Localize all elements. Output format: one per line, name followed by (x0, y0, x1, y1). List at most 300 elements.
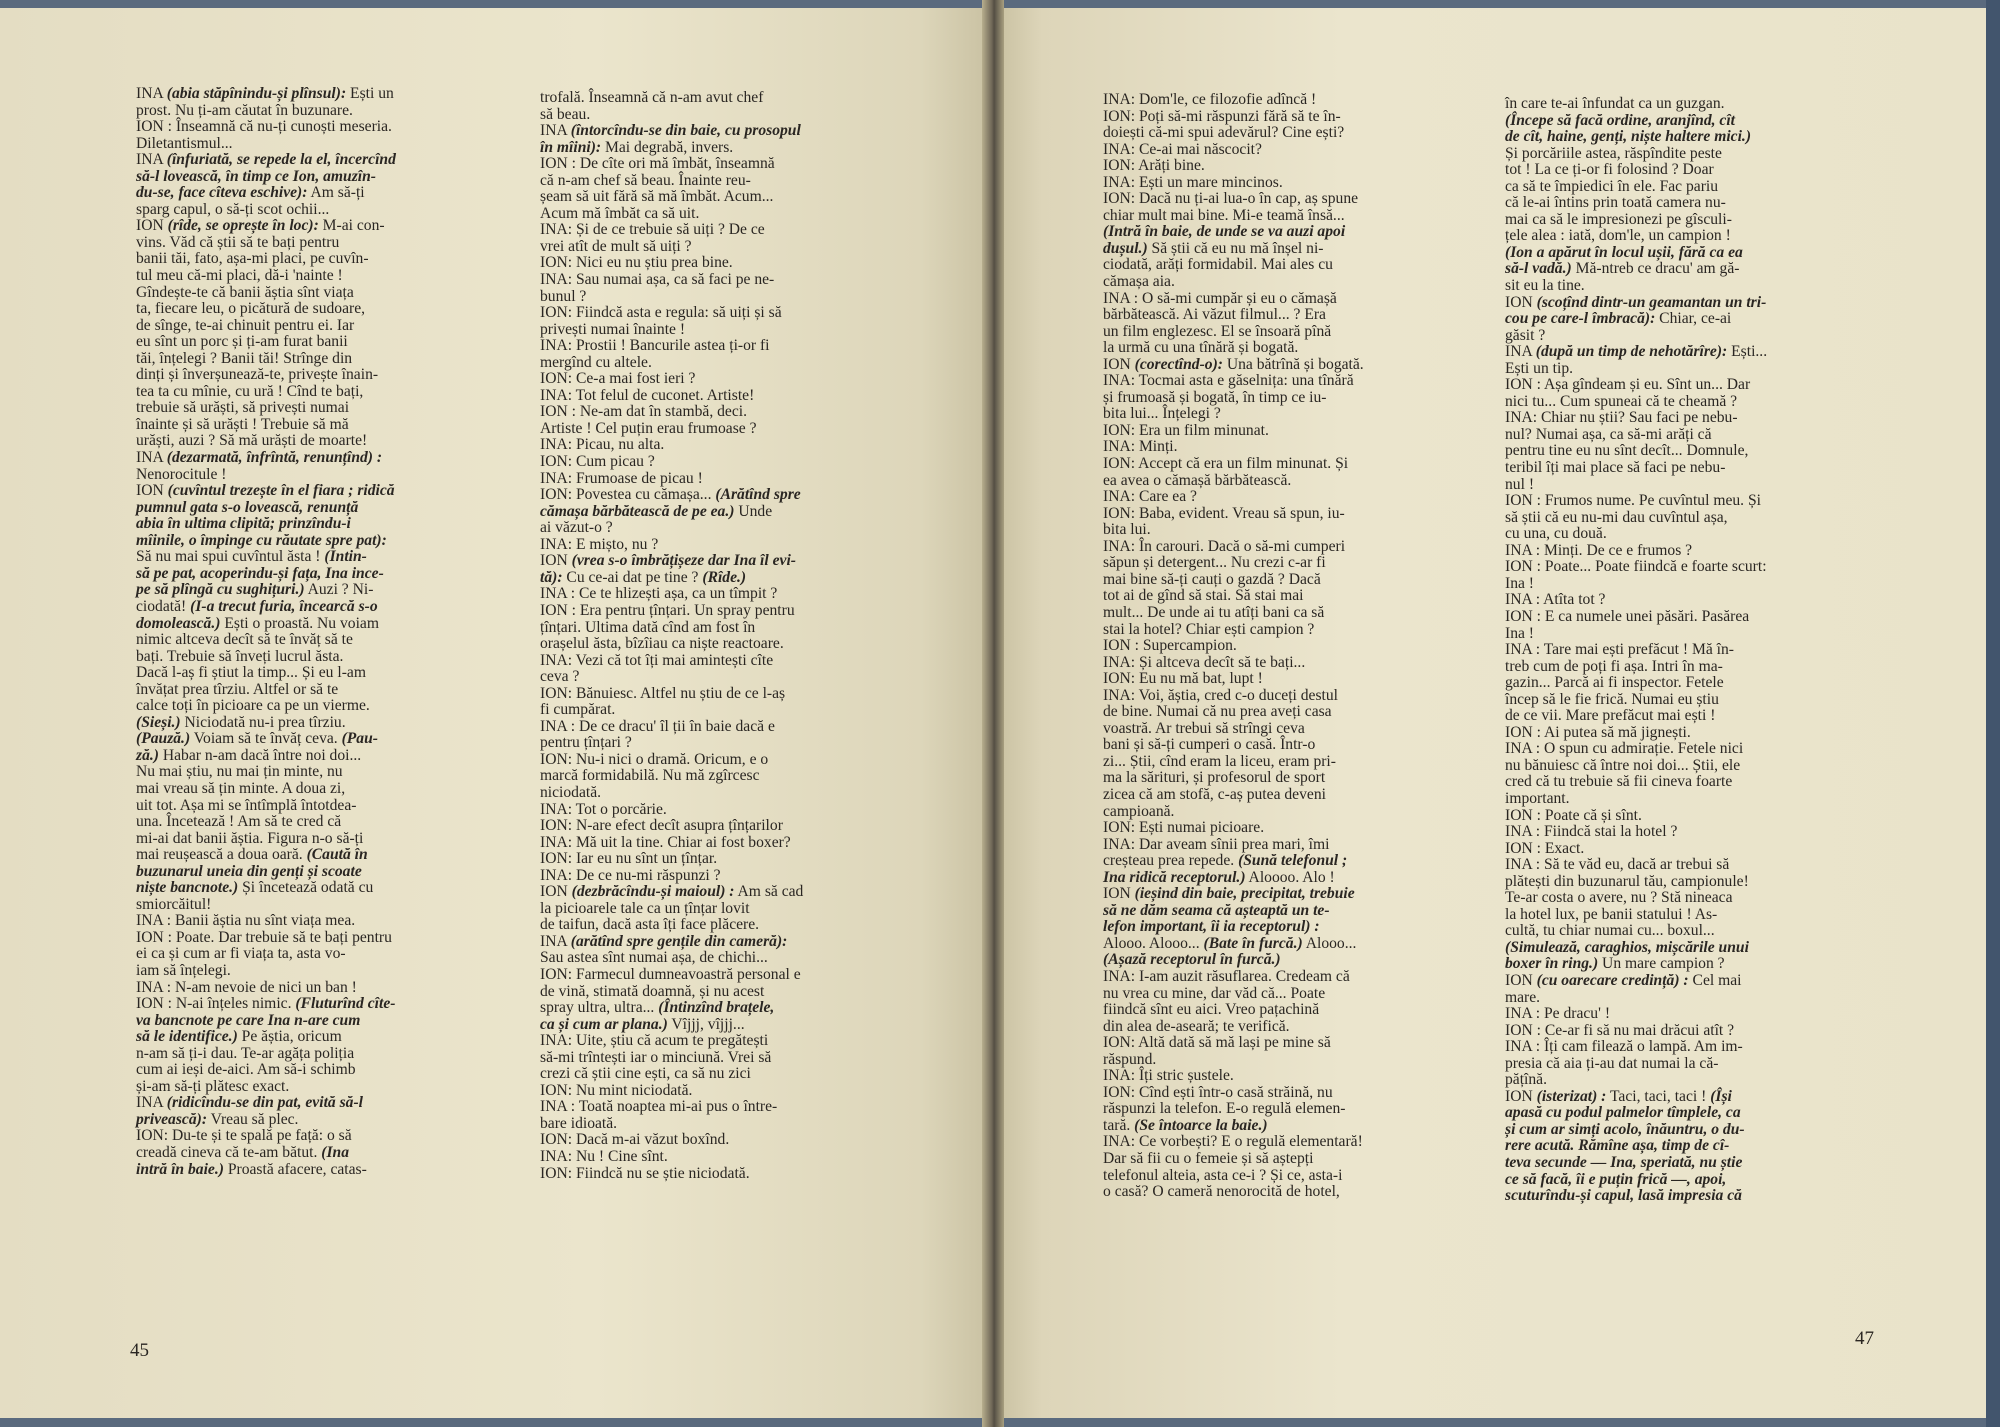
dialogue-text: Gîndește-te că banii ăștia sînt viața (136, 283, 354, 301)
dialogue-text: Dar să fii cu o femeie și să aștepți (1103, 1150, 1314, 1167)
dialogue-text: INA: Mă uit la tine. Chiar ai fost boxer? (540, 833, 791, 851)
dialogue-text: ION : Ne-am dat în stambă, deci. (540, 403, 747, 421)
dialogue-text: mult... De unde ai tu atîți bani ca să (1103, 603, 1325, 621)
dialogue-text: Taci, taci, taci ! (1606, 1087, 1711, 1105)
dialogue-text: cum ai ieși de-aici. Am să-i schimb (136, 1061, 356, 1079)
dialogue-text: bunul ? (540, 287, 587, 305)
text-line (1505, 1188, 1873, 1205)
stage-direction: (dezarmată, înfrîntă, renunțînd) : (166, 449, 383, 467)
text-line (540, 123, 908, 140)
dialogue-text: Auzi ? Ni- (304, 581, 374, 599)
text-line (540, 1033, 908, 1050)
dialogue-text: niciodată. (540, 783, 602, 801)
dialogue-text: ma la sărituri, și profesorul de sport (1103, 769, 1326, 787)
dialogue-text: cu una, cu două. (1505, 525, 1607, 543)
text-line (1103, 257, 1475, 274)
text-line (1103, 1002, 1475, 1019)
dialogue-text: INA: Ești un mare mincinos. (1103, 173, 1283, 191)
text-line (540, 917, 908, 934)
dialogue-text: vrei atît de mult să uiți ? (540, 237, 692, 255)
dialogue-text: ceva ? (540, 668, 580, 686)
text-line (1505, 973, 1873, 990)
dialogue-text: stai la hotel? Chiar ești campion ? (1103, 620, 1315, 638)
text-line (1505, 791, 1873, 808)
dialogue-text: ION (136, 482, 168, 500)
dialogue-text: bita lui. (1103, 521, 1151, 539)
dialogue-text: INA : Fiindcă stai la hotel ? (1505, 823, 1678, 841)
dialogue-text: Ești... (1727, 343, 1768, 361)
text-line (1103, 109, 1475, 126)
text-line (1103, 903, 1475, 920)
dialogue-text: important. (1505, 789, 1570, 807)
text-line (1103, 357, 1475, 374)
dialogue-text: bani și să-ți cumperi o casă. Într-o (1103, 736, 1316, 754)
stage-direction: ză.) (136, 746, 159, 764)
text-line (136, 1062, 508, 1079)
stage-direction: (Pau- (341, 730, 378, 748)
dialogue-text: nul? Numai așa, ca să-mi arăți că (1505, 425, 1712, 443)
text-line (1505, 261, 1873, 278)
stage-direction: (Fluturînd cîte- (295, 995, 396, 1013)
text-line (1103, 142, 1475, 159)
dialogue-text: Unde (734, 502, 773, 520)
dialogue-text: ION : Exact. (1505, 839, 1585, 857)
dialogue-text: INA : O să-mi cumpăr și eu o cămașă (1103, 289, 1337, 307)
text-line (540, 620, 908, 637)
dialogue-text: vins. Văd că știi să te bați pentru (136, 233, 340, 251)
dialogue-text: să-mi trîntești iar o minciună. Vrei să (540, 1048, 772, 1066)
dialogue-text: Și încetează odată cu (238, 879, 374, 897)
stage-direction: va bancnote pe care Ina n-are cum (136, 1011, 361, 1029)
dialogue-text: trofală. Înseamnă că n-am avut chef (540, 89, 764, 106)
text-line (1505, 344, 1873, 361)
text-line (1505, 1155, 1873, 1172)
text-line (1103, 1085, 1475, 1102)
dialogue-text: tot ai de gînd să stai. Să stai mai (1103, 587, 1304, 605)
dialogue-text: ION (1103, 885, 1135, 903)
dialogue-text: cred că tu trebuie să fii cineva foarte (1505, 773, 1733, 791)
text-line (1103, 208, 1475, 225)
dialogue-text: răspund. (1103, 1050, 1157, 1068)
dialogue-text: Vreau să plec. (207, 1110, 299, 1128)
text-line (136, 400, 508, 417)
text-line (1505, 526, 1873, 543)
dialogue-text: ION (136, 217, 168, 235)
dialogue-text: bare idioată. (540, 1114, 618, 1132)
dialogue-text: săpun și detergent... Nu crezi c-ar fi (1103, 554, 1326, 572)
dialogue-text: ION: Farmecul dumneavoastră personal e (540, 965, 801, 983)
text-line (540, 404, 908, 421)
dialogue-text: Nu mai știu, nu mai țin minte, nu (136, 763, 343, 781)
dialogue-text: șeam să uit fără să mă îmbăt. Acum... (540, 188, 774, 206)
dialogue-text: INA: Vezi că tot îți mai amintești cîte (540, 651, 774, 669)
dialogue-text: INA : Minți. De ce e frumos ? (1505, 541, 1693, 559)
text-line (1103, 506, 1475, 523)
dialogue-text: găsit ? (1505, 326, 1546, 344)
dialogue-text: ION: Bănuiesc. Altfel nu știu de ce l-aș (540, 684, 786, 702)
stage-direction: (abia stăpînindu-și plînsul): (166, 85, 347, 102)
stage-direction: (Începe să facă ordine, aranjînd, cît (1505, 111, 1736, 129)
text-line (136, 533, 508, 550)
text-line (1505, 510, 1873, 527)
text-line (1505, 311, 1873, 328)
dialogue-text: că n-am chef să beau. Înainte reu- (540, 171, 751, 189)
text-line (540, 173, 908, 190)
text-line (1103, 439, 1475, 456)
dialogue-text: de ce vii. Mare prefăcut mai ești ! (1505, 707, 1716, 725)
text-line (540, 818, 908, 835)
page-number-left: 45 (130, 1340, 149, 1361)
text-line (1103, 539, 1475, 556)
stage-direction: (vrea s-o îmbrățișeze dar Ina îl evi- (571, 552, 796, 570)
text-line (136, 682, 508, 699)
stage-direction: (Ion a apărut în locul ușii, fără ca ea (1505, 243, 1743, 261)
text-line (540, 570, 908, 587)
dialogue-text: ION : Poate... Poate fiindcă e foarte scurt: (1505, 558, 1767, 576)
dialogue-text: orașelul ăsta, bîzîiau ca niște reactoare. (540, 635, 784, 653)
text-line (540, 719, 908, 736)
text-line (1103, 886, 1475, 903)
dialogue-text: ION: Ce-a mai fost ieri ? (540, 370, 696, 388)
dialogue-text: telefonul alteia, asta ce-i ? Și ce, asta-i (1103, 1166, 1343, 1184)
text-line (136, 1029, 508, 1046)
stage-direction: cămașa bărbătească de pe ea.) (540, 502, 735, 520)
text-line (1505, 228, 1873, 245)
text-line (1505, 460, 1873, 477)
stage-direction: (dezbrăcîndu-și maioul) : (571, 883, 735, 901)
text-line (1505, 1056, 1873, 1073)
dialogue-text: privești numai înainte ! (540, 320, 686, 338)
stage-direction: (Sieși.) (136, 713, 181, 731)
text-line (136, 814, 508, 831)
text-line (540, 950, 908, 967)
stage-direction: (Așază receptorul în furcă.) (1103, 951, 1281, 969)
text-line (1103, 92, 1475, 109)
dialogue-text: INA : Atîta tot ? (1505, 591, 1606, 609)
dialogue-text: INA (136, 85, 167, 102)
dialogue-text: Aloooo. Alo ! (1245, 868, 1335, 886)
dialogue-text: Ești un (346, 85, 394, 102)
text-line (540, 206, 908, 223)
dialogue-text: la picioarele tale ca un țînțar lovit (540, 899, 750, 917)
dialogue-text: marcă formidabilă. Nu mă zgîrcesc (540, 767, 760, 785)
dialogue-text: de taifun, dacă asta îți face plăcere. (540, 916, 760, 934)
text-line (1103, 969, 1475, 986)
text-line (136, 1145, 508, 1162)
text-line (1103, 605, 1475, 622)
text-line (136, 930, 508, 947)
stage-direction: (Simulează, caraghios, mișcările unui (1505, 938, 1749, 956)
dialogue-text: Și porcăriile astea, răspîndite peste (1505, 144, 1722, 162)
dialogue-text: INA (540, 932, 571, 950)
dialogue-text: INA : N-am nevoie de nici un ban ! (136, 978, 357, 996)
stage-direction: (Pauză.) (136, 730, 191, 748)
stage-direction: Ina ridică receptorul.) (1103, 868, 1246, 886)
dialogue-text: ION: Eu nu mă bat, lupt ! (1103, 670, 1263, 688)
dialogue-text: crezi că știi cine ești, ca să nu zici (540, 1065, 751, 1083)
text-line (1103, 489, 1475, 506)
dialogue-text: zicea că am stofă, c-aș putea deveni (1103, 785, 1326, 803)
dialogue-text: pățînă. (1505, 1071, 1547, 1089)
dialogue-text: încep să le fie frică. Numai eu știu (1505, 690, 1719, 708)
dialogue-text: Alooo. Alooo... (1103, 934, 1204, 952)
dialogue-text: bărbătească. Ai văzut filmul... ? Era (1103, 306, 1326, 324)
dialogue-text: Chiar, ce-ai (1655, 310, 1732, 328)
dialogue-text: ea avea o cămașă bărbătească. (1103, 471, 1292, 489)
dialogue-text: uit tot. Așa mi se întîmplă întotdea- (136, 796, 357, 814)
text-line (540, 785, 908, 802)
text-line (540, 537, 908, 554)
text-line (540, 421, 908, 438)
text-line (136, 649, 508, 666)
text-line (1103, 125, 1475, 142)
dialogue-text: Mă-ntreb ce dracu' am gă- (1571, 260, 1740, 278)
dialogue-text: calce toți în picioare ca pe un vierme. (136, 697, 370, 715)
text-line (1103, 936, 1475, 953)
text-line (540, 1017, 908, 1034)
dialogue-text: învățat prea tîrziu. Altfel or să te (136, 680, 339, 698)
dialogue-text: țînțari. Ultima dată cînd am fost în (540, 618, 756, 636)
text-line (540, 156, 908, 173)
dialogue-text: ION : Era pentru țînțari. Un spray pentru (540, 601, 795, 619)
text-line (1103, 1151, 1475, 1168)
dialogue-text: ION: N-are efect decît asupra țînțarilor (540, 817, 783, 835)
stage-direction: (Întinzînd brațele, (658, 999, 775, 1017)
text-line (540, 322, 908, 339)
text-line (1505, 758, 1873, 775)
text-line (1103, 1035, 1475, 1052)
text-line (1505, 741, 1873, 758)
stage-direction: de cît, haine, genți, niște haltere mici.) (1505, 128, 1752, 146)
dialogue-text: ION: Dacă m-ai văzut boxînd. (540, 1131, 730, 1149)
text-line (540, 653, 908, 670)
text-line (136, 218, 508, 235)
text-line (1505, 278, 1873, 295)
dialogue-text: campioană. (1103, 802, 1175, 820)
stage-direction: du-se, face cîteva eschive): (136, 184, 308, 202)
text-line (540, 851, 908, 868)
dialogue-text: ION: Nu mint niciodată. (540, 1081, 693, 1099)
text-line (1103, 1052, 1475, 1069)
stage-direction: privească): (136, 1110, 208, 1128)
dialogue-text: gazin... Parcă ai fi inspector. Fetele (1505, 674, 1724, 692)
text-line (136, 731, 508, 748)
text-line (136, 1079, 508, 1096)
dialogue-text: ei ca și cum ar fi viața ta, asta vo- (136, 945, 346, 963)
stage-direction: ce să facă, îi e puțin frică —, apoi, (1505, 1170, 1727, 1188)
text-line (1103, 952, 1475, 969)
text-line (1103, 274, 1475, 291)
dialogue-text: bita lui... Înțelegi ? (1103, 405, 1221, 423)
text-line (1103, 473, 1475, 490)
text-line (1103, 522, 1475, 539)
dialogue-text: Vîjjj, vîjjj... (667, 1015, 745, 1033)
text-line (1505, 923, 1873, 940)
text-line (136, 384, 508, 401)
stage-direction: (ieșind din baie, precipitat, trebuie (1134, 885, 1355, 903)
text-line (1103, 158, 1475, 175)
dialogue-text: trebuie să urăști, să privești numai (136, 399, 350, 417)
text-line (540, 768, 908, 785)
stage-direction: (rîde, se oprește în loc): (167, 217, 319, 235)
text-column-4 (1505, 96, 1873, 1205)
text-line (1505, 692, 1873, 709)
dialogue-text: ca să te împiedici în ele. Fac pariu (1505, 177, 1719, 195)
dialogue-text: Sau astea sînt numai așa, de chichi... (540, 949, 768, 967)
dialogue-text: INA: Și de ce trebuie să uiți ? De ce (540, 221, 765, 239)
stage-direction: (Intin- (324, 548, 367, 566)
text-line (1505, 857, 1873, 874)
dialogue-text: ION : Frumos nume. Pe cuvîntul meu. Și (1505, 492, 1761, 510)
text-line (1103, 555, 1475, 572)
text-line (540, 504, 908, 521)
text-line (540, 1066, 908, 1083)
text-line (1505, 576, 1873, 593)
stage-direction: și cum ar simți acolo, înăuntru, o du- (1505, 1120, 1745, 1138)
text-line (1103, 224, 1475, 241)
text-line (540, 1166, 908, 1183)
text-line (1103, 1101, 1475, 1118)
dialogue-text: că le-ai întins prin toată camera nu- (1505, 194, 1726, 212)
dialogue-text: voastră. Ar trebui să strîngi ceva (1103, 719, 1305, 737)
text-line (136, 880, 508, 897)
dialogue-text: pentru țînțari ? (540, 734, 632, 752)
text-line (136, 235, 508, 252)
dialogue-text: nimic altceva decît să te învăț să te (136, 631, 353, 649)
text-line (1505, 96, 1873, 113)
text-line (1505, 162, 1873, 179)
stage-direction: scuturîndu-și capul, lasă impresia că (1505, 1187, 1742, 1205)
dialogue-text: tăi, înțelegi ? Banii tăi! Strînge din (136, 349, 353, 367)
dialogue-text: urăști, auzi ? Să mă urăști de moarte! (136, 432, 368, 450)
text-line (1103, 423, 1475, 440)
dialogue-text: ION: Poți să-mi răspunzi fără să te în- (1103, 107, 1341, 125)
text-line (1505, 1172, 1873, 1189)
text-line (136, 946, 508, 963)
text-line (540, 1083, 908, 1100)
dialogue-text: Ina ! (1505, 624, 1535, 642)
dialogue-text: INA : Banii ăștia nu sînt viața mea. (136, 912, 356, 930)
dialogue-text: ION (1505, 971, 1537, 989)
stage-direction: boxer în ring.) (1505, 955, 1599, 973)
dialogue-text: ION: Arăți bine. (1103, 157, 1205, 175)
stage-direction: pe să plîngă cu sughițuri.) (136, 581, 305, 599)
dialogue-text: Alooo... (1302, 934, 1357, 952)
text-line (136, 715, 508, 732)
dialogue-text: INA (136, 151, 167, 169)
text-line (1505, 295, 1873, 312)
text-line (1505, 592, 1873, 609)
dialogue-text: INA: Voi, ăștia, cred c-o duceți destul (1103, 686, 1339, 704)
dialogue-text: Voiam să te învăț ceva. (190, 730, 342, 748)
text-line (136, 483, 508, 500)
text-line (1103, 853, 1475, 870)
stage-direction: abia în ultima clipită; prinzîndu-i (136, 515, 351, 533)
text-line (136, 698, 508, 715)
text-line (1505, 377, 1873, 394)
dialogue-text: Diletantismul... (136, 134, 233, 152)
dialogue-text: Mai degrabă, invers. (601, 138, 734, 156)
text-line (136, 1112, 508, 1129)
text-line (136, 136, 508, 153)
text-line (540, 371, 908, 388)
stage-direction: (cu oarecare credință) : (1536, 971, 1689, 989)
book-gutter (982, 0, 1004, 1427)
text-line (1505, 212, 1873, 229)
dialogue-text: Acum mă îmbăt ca să uit. (540, 204, 700, 222)
text-line (1103, 820, 1475, 837)
stage-direction: (scoțînd dintr-un geamantan un tri- (1536, 293, 1767, 311)
text-line (1505, 328, 1873, 345)
dialogue-text: Să știi că eu nu mă înșel ni- (1147, 239, 1324, 257)
text-line (1103, 373, 1475, 390)
dialogue-text: și-am să-ți plătesc exact. (136, 1077, 290, 1095)
text-line (1505, 1122, 1873, 1139)
stage-direction: tă): (540, 568, 563, 586)
stage-direction: (Își (1710, 1087, 1732, 1105)
text-line (1103, 456, 1475, 473)
stage-direction: buzunarul uneia din genți și scoate (136, 862, 362, 880)
stage-direction: (întorcîndu-se din baie, cu prosopul (570, 122, 801, 140)
stage-direction: (Ina (321, 1144, 350, 1161)
text-line (1505, 1089, 1873, 1106)
text-line (1505, 841, 1873, 858)
text-line (1505, 1023, 1873, 1040)
text-line (136, 285, 508, 302)
dialogue-text: ION : E ca numele unei păsări. Pasărea (1505, 607, 1750, 625)
stage-direction: pumnul gata s-o lovească, renunță (136, 498, 359, 516)
dialogue-text: Nenorocitule ! (136, 465, 227, 483)
dialogue-text: Te-ar costa o avere, nu ? Stă nineaca (1505, 889, 1733, 907)
dialogue-text: ION : Supercampion. (1103, 637, 1237, 655)
dialogue-text: eu sînt un porc și ți-am furat banii (136, 333, 348, 351)
text-line (1505, 394, 1873, 411)
text-line (1103, 986, 1475, 1003)
dialogue-text: ciodată! (136, 597, 191, 615)
text-line (136, 980, 508, 997)
dialogue-text: zi... Știi, cînd eram la liceu, eram pri- (1103, 752, 1336, 770)
text-column-2 (540, 90, 908, 1182)
text-line (136, 516, 508, 533)
text-line (136, 417, 508, 434)
text-line (1505, 195, 1873, 212)
stage-direction: să le identifice.) (136, 1028, 238, 1046)
dialogue-text: ION (1505, 293, 1537, 311)
text-line (136, 86, 508, 103)
text-line (136, 103, 508, 120)
text-line (1505, 890, 1873, 907)
dialogue-text: una. Încetează ! Am să te cred că (136, 813, 342, 831)
dialogue-text: Ești un tip. (1505, 359, 1574, 377)
text-line (540, 1132, 908, 1149)
text-line (1103, 622, 1475, 639)
text-line (540, 487, 908, 504)
text-line (136, 500, 508, 517)
text-line (540, 603, 908, 620)
text-line (1103, 870, 1475, 887)
text-line (540, 636, 908, 653)
dialogue-text: INA: Frumoase de picau ! (540, 469, 703, 487)
text-line (1505, 642, 1873, 659)
text-line (1103, 175, 1475, 192)
dialogue-text: înainte și să urăști ! Trebuie să mă (136, 415, 349, 433)
text-line (1505, 659, 1873, 676)
text-line (1505, 543, 1873, 560)
dialogue-text: treb cum de poți fi așa. Intri în ma- (1505, 657, 1723, 675)
dialogue-text: ION: Era un film minunat. (1103, 421, 1269, 439)
text-column-3 (1103, 92, 1475, 1201)
text-line (136, 847, 508, 864)
